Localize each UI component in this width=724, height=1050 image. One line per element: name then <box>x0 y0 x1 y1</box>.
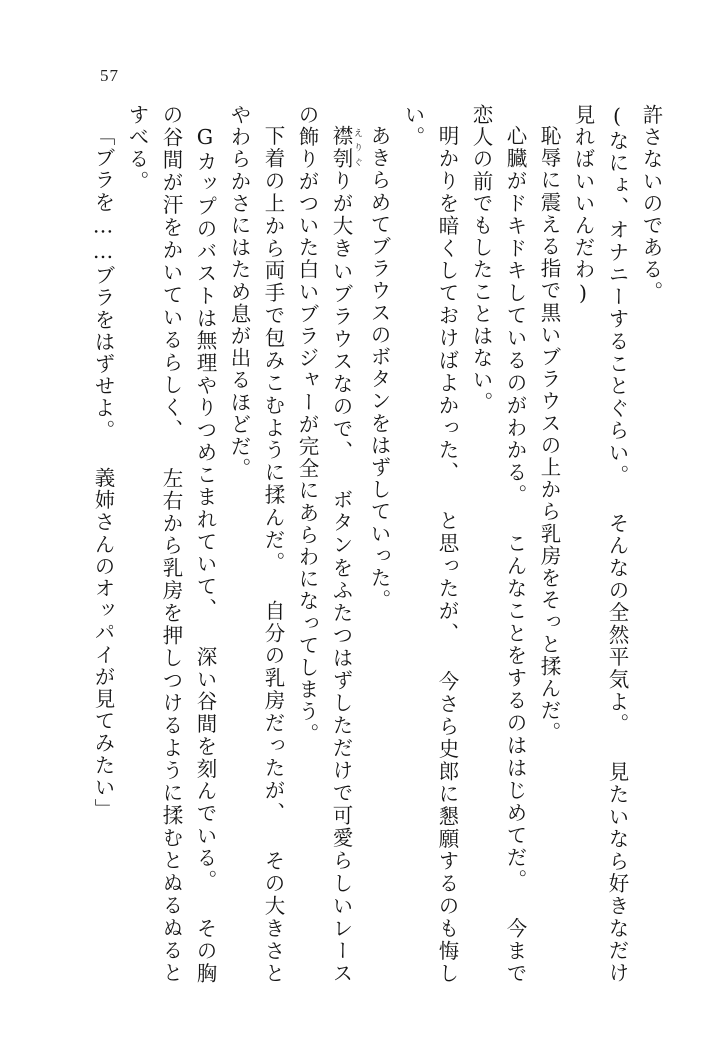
paragraph: 恥辱に震える指で黒いブラウスの上から乳房をそっと揉んだ。 <box>537 124 561 744</box>
page-number: 57 <box>100 66 119 85</box>
ruby-eriguri <box>329 124 362 170</box>
paragraph: Gカップのバストは無理やりつめこまれていて、 深い谷間を刻んでいる。 その胸の谷間が汗をかいているらしく、 左右から乳房を押しつけるように揉むとぬるぬるとすべる。 <box>125 104 217 984</box>
paragraph: 明かりを暗くしておけばよかった、 と思ったが、 今さら史郎に懇願するのも悔しい。 <box>401 104 459 984</box>
ruby-reading: えりぐ <box>352 124 362 170</box>
ruby-base: 襟刳 <box>329 124 353 170</box>
paragraph: 許さないのである。 <box>639 104 663 303</box>
paragraph: 心臓がドキドキしているのがわかる。 こんなことをするのははじめてだ。 今まで恋人の前でもしたことはない。 <box>469 104 527 984</box>
paragraph: (なにょ、オナニーすることぐらい。 そんなの全然平気よ。 見たいなら好きなだけ見ればいいんだわ) <box>571 104 629 984</box>
paragraph: あきらめてブラウスのボタンをはずしていった。 <box>367 124 391 611</box>
paragraph-with-ruby <box>290 104 362 984</box>
paragraph-rest: りが大きいブラウスなので、 ボタンをふたつはずしただけで可愛らしいレースの飾りがついた白いブラジャーが完全にあらわになってしまう。 <box>295 104 353 984</box>
paragraph: 下着の上から両手で包みこむように揉んだ。 自分の乳房だったが、 その大きさとやわらかさにはため息が出るほどだ。 <box>227 104 285 984</box>
page-text-body <box>58 104 668 984</box>
paragraph: 「ブラを……ブラをはずせよ。 義姉さんのオッパイが見てみたい」 <box>91 124 115 821</box>
